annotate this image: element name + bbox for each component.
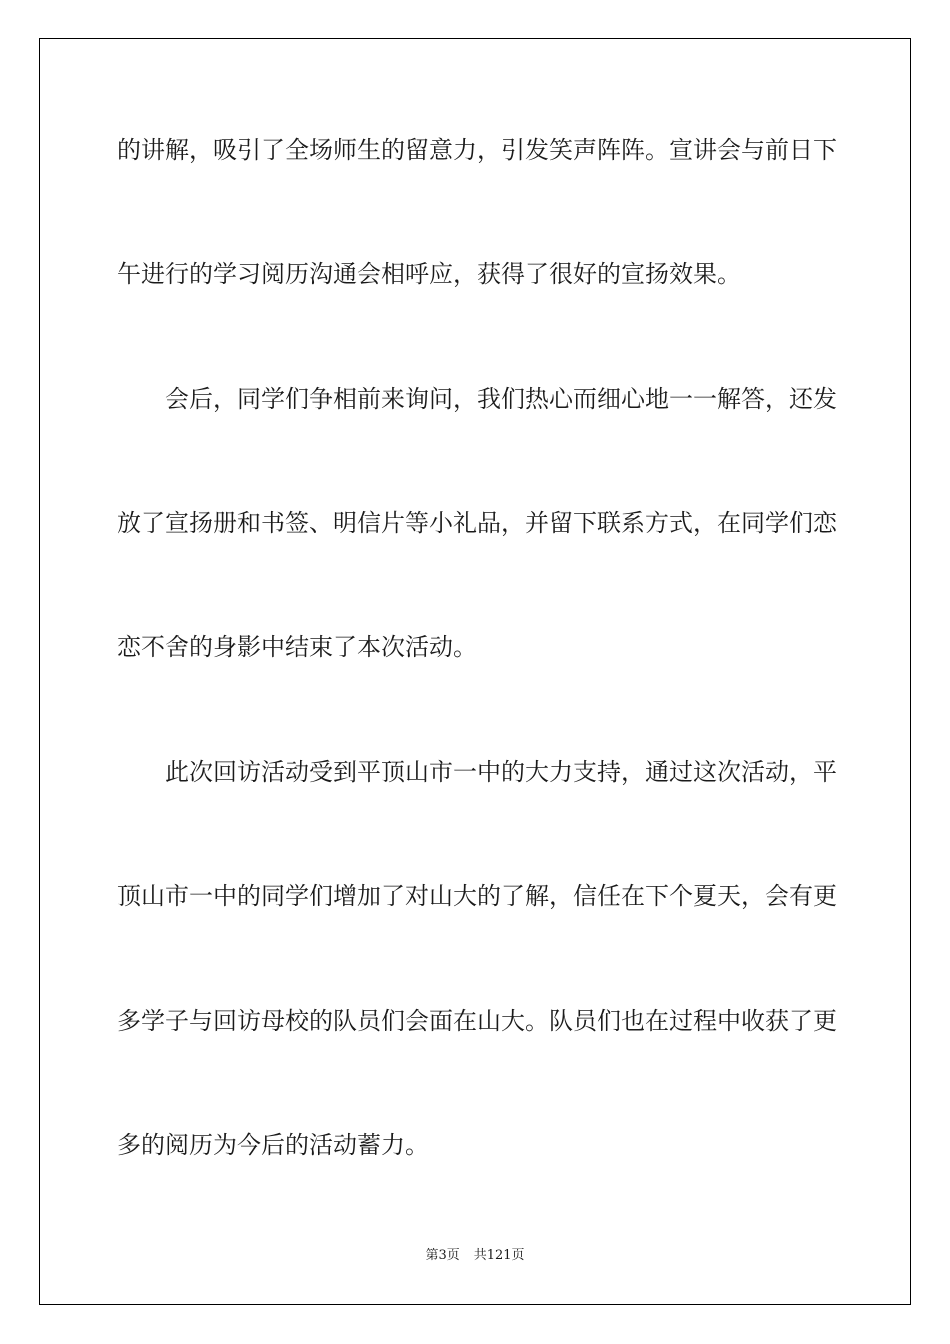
paragraph-line: 恋不舍的身影中结束了本次活动。	[117, 633, 477, 661]
paragraph-line: 此次回访活动受到平顶山市一中的大力支持，通过这次活动，平	[165, 758, 837, 786]
paragraph-line: 的讲解，吸引了全场师生的留意力，引发笑声阵阵。宣讲会与前日下	[117, 136, 837, 164]
paragraph-line: 多学子与回访母校的队员们会面在山大。队员们也在过程中收获了更	[117, 1007, 837, 1035]
page-number: 第3页	[425, 1248, 460, 1263]
page-footer	[0, 1247, 950, 1265]
page-total: 共121页	[473, 1248, 525, 1263]
paragraph-line: 放了宣扬册和书签、明信片等小礼品，并留下联系方式，在同学们恋	[117, 509, 837, 537]
paragraph-line: 会后，同学们争相前来询问，我们热心而细心地一一解答，还发	[165, 385, 837, 413]
paragraph-line: 多的阅历为今后的活动蓄力。	[117, 1131, 429, 1159]
paragraph-line: 午进行的学习阅历沟通会相呼应，获得了很好的宣扬效果。	[117, 260, 741, 288]
page-frame	[39, 38, 911, 1305]
paragraph-line: 顶山市一中的同学们增加了对山大的了解，信任在下个夏天，会有更	[117, 882, 837, 910]
